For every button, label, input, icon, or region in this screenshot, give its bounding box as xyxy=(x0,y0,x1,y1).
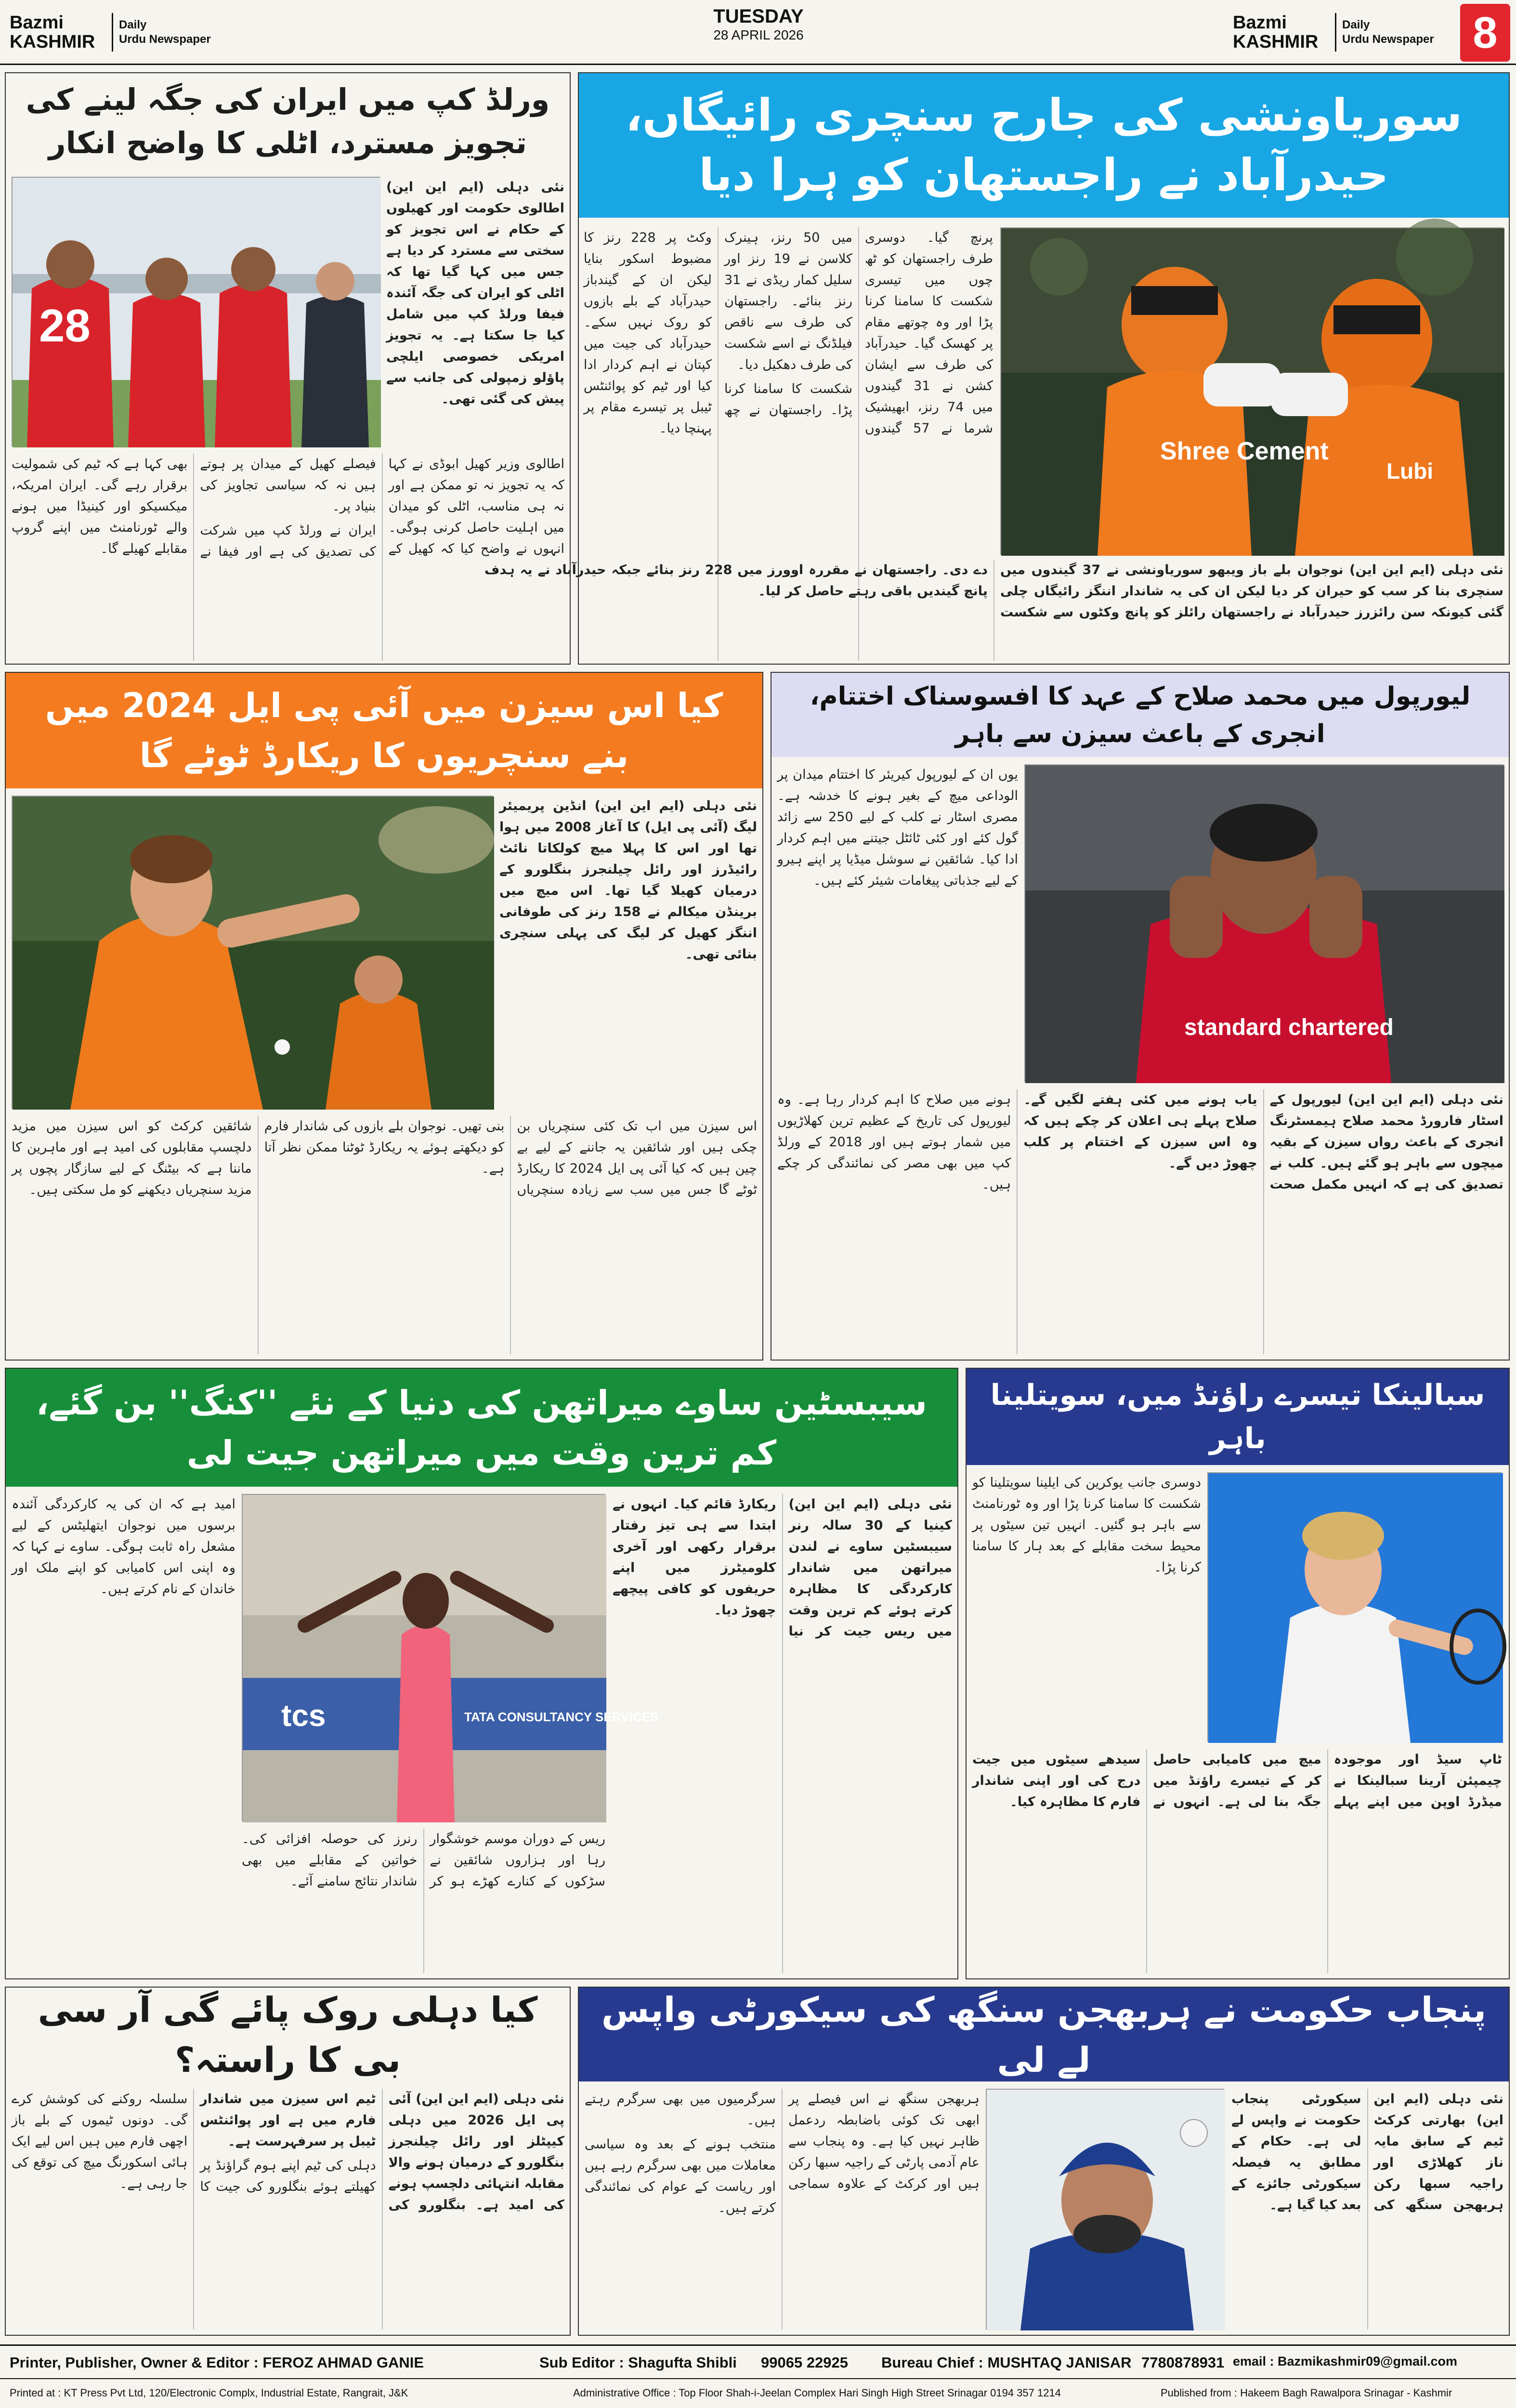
brand-bottom-right: KASHMIR xyxy=(1233,32,1319,52)
srh-batters-illustration xyxy=(1001,228,1504,556)
body-ipl-top xyxy=(499,796,757,1109)
headline-ipl: کیا اس سیزن میں آئی پی ایل 2024 میں بنے سنچریوں کا ریکارڈ ٹوٹے گا xyxy=(6,673,762,788)
article-harbhajan xyxy=(578,1987,1510,2336)
headline-delhi: کیا دہلی روک پائے گی آر سی بی کا راستہ؟ xyxy=(38,1989,538,2080)
article-salah xyxy=(771,672,1510,1361)
paragraph: اطالوی وزیر کھیل ابوڈی نے کہا کہ یہ تجویز نہ تو ممکن ہے اور نہ ہی مناسب، اٹلی کو میدان میں اہلیت حاصل کرنی ہوگی۔ انہوں نے واضح کیا کہ کھیل کے فیصلے کھیل کے میدان پر ہوتے ہیں نہ کہ سیاسی تجاویز کی بنیاد پر۔ xyxy=(200,457,564,556)
body-harbhajan-left xyxy=(585,2089,980,2329)
paragraph: امید ہے کہ ان کی یہ کارکردگی آئندہ برسوں میں نوجوان ایتھلیٹس کے لیے مشعل راہ ثابت ہوگی۔ ساوے نے کہا کہ وہ اپنی اس کامیابی کو اپنے ملک اور خاندان کے نام کرتے ہیں۔ xyxy=(12,1497,235,1597)
marathon-illustration xyxy=(243,1495,659,1822)
article-sabalenka xyxy=(966,1368,1510,1979)
body-iran-bottom xyxy=(12,454,564,661)
article-ipl xyxy=(5,672,763,1361)
footer-email: email : Bazmikashmir09@gmail.com xyxy=(1233,2354,1458,2369)
paragraph-lead: نئی دہلی (ایم این این) اطالوی حکومت اور کھیلوں کے حکام نے اس تجویز کو سختی سے مسترد کر دیا ہے جس میں کہا گیا تھا کہ اٹلی کو ایران کی جگہ آئندہ فیفا ورلڈ کپ میں شامل کیا جا سکتا ہے۔ یہ تجویز امریکی خصوصی ایلچی پاؤلو زمپولی کی جانب سے پیش کی گئی تھی۔ xyxy=(386,180,564,406)
marathon-banner-left: tcs xyxy=(281,1698,326,1733)
photo-ipl-bowler xyxy=(12,796,493,1109)
footer-phone-1: 99065 22925 xyxy=(761,2354,849,2371)
photo-srh-batters xyxy=(1000,227,1503,555)
salah-illustration xyxy=(1025,765,1504,1083)
tag-daily-right: Daily xyxy=(1342,18,1370,31)
headline-marathon: سیبسٹین ساوے میراتھن کی دنیا کے نئے ''کنگ'' بن گئے، کم ترین وقت میں میراتھن جیت لی xyxy=(6,1369,957,1487)
body-marathon-left xyxy=(12,1494,235,1973)
paragraph: دوسری جانب یوکرین کی ایلینا سویتلینا کو شکست کا سامنا کرنا پڑا اور وہ ٹورنامنٹ سے باہر ہو گئیں۔ انہیں تین سیٹوں پر محیط سخت مقابلے کے بعد ہار کا سامنا کرنا پڑا۔ xyxy=(972,1475,1201,1575)
footer-admin-office: Administrative Office : Top Floor Shah-i-Jeelan Complex Hari Singh High Street Srinagar 0194 357 1214 xyxy=(573,2387,1061,2399)
paragraph: منتخب ہونے کے بعد وہ سیاسی معاملات میں بھی سرگرم رہے ہیں اور ریاست کے عوام کی نمائندگی کرتے ہیں۔ xyxy=(585,2137,776,2215)
brand-top: Bazmi xyxy=(10,13,64,33)
footer-bureau-chief: Bureau Chief : MUSHTAQ JANISAR xyxy=(881,2354,1132,2371)
footer-printer: Printer, Publisher, Owner & Editor : FEROZ AHMAD GANIE xyxy=(10,2354,424,2371)
masthead-left xyxy=(10,6,212,59)
body-sabalenka-bottom xyxy=(972,1749,1502,1973)
footer-published-from: Published from : Hakeem Bagh Rawalpora Srinagar - Kashmir xyxy=(1161,2387,1452,2399)
iran-team-illustration xyxy=(13,178,381,447)
paragraph: ریس کے دوران موسم خوشگوار رہا اور ہزاروں شائقین نے سڑکوں کے کنارے کھڑے ہو کر رنرز کی حوصلہ افزائی کی۔ خواتین کے مقابلے میں بھی شاندار نتائج سامنے آئے۔ xyxy=(242,1832,605,1889)
article-iran xyxy=(5,72,571,665)
headline-hyderabad: سوریاونشی کی جارح سنچری رائیگاں، حیدرآباد نے راجستھان کو ہرا دیا xyxy=(579,73,1509,218)
body-harbhajan-right xyxy=(1231,2089,1503,2329)
photo-salah xyxy=(1024,764,1503,1082)
body-delhi xyxy=(12,2089,564,2329)
salah-shirt-sponsor: standard chartered xyxy=(1184,1015,1394,1040)
tag-daily: Daily xyxy=(119,18,147,31)
masthead-divider xyxy=(112,13,113,52)
paragraph: شکست کا سامنا کرنا پڑا۔ راجستھان نے چھ وکٹ پر 228 رنز کا مضبوط اسکور بنایا لیکن ان کے گیندباز حیدرآباد کے بلے بازوں کو روک نہیں سکے۔ حیدرآباد کی جیت میں کپتان نے اہم کردار ادا کیا اور ٹیم کو پوائنٹس ٹیبل پر تیسرے مقام پر پہنچا دیا۔ xyxy=(584,230,852,436)
paragraph-lead: نئی دہلی (ایم این این) کینیا کے 30 سالہ رنر سیبسٹین ساوے نے لندن میراتھن میں شاندار کارکردگی کا مظاہرہ کرتے ہوئے کم ترین وقت میں ریس جیت کر نیا ریکارڈ قائم کیا۔ انہوں نے ابتدا سے ہی تیز رفتار برقرار رکھی اور آخری کلومیٹرز میں اپنے حریفوں کو کافی پیچھے چھوڑ دیا۔ xyxy=(613,1497,952,1639)
body-salah-bottom xyxy=(777,1089,1503,1354)
paragraph: یوں ان کے لیورپول کیریئر کا اختتام میدان پر الوداعی میچ کے بغیر ہونے کا خدشہ ہے۔ مصری اسٹار نے کلب کے لیے 250 سے زائد گول کئے اور کئی ٹائٹل جیتنے میں اہم کردار ادا کیا۔ شائقین نے سوشل میڈیا پر اپنے ہیرو کے لیے جذباتی پیغامات شیئر کئے ہیں۔ xyxy=(777,767,1018,888)
ipl-bowler-illustration xyxy=(13,797,494,1110)
tag-urdu-newspaper-right: Urdu Newspaper xyxy=(1342,33,1434,46)
paragraph-lead: نئی دہلی (ایم این این) بھارتی کرکٹ ٹیم کے سابق مایہ ناز کھلاڑی اور راجیہ سبھا رکن ہربھجن سنگھ کی سیکورٹی پنجاب حکومت نے واپس لے لی ہے۔ حکام کے مطابق یہ فیصلہ سیکورٹی جائزے کے بعد کیا گیا ہے۔ xyxy=(1231,2092,1503,2212)
sabalenka-illustration xyxy=(1208,1473,1503,1743)
brand-logo-right xyxy=(1233,13,1329,52)
paragraph: اس سیزن میں اب تک کئی سنچریاں بن چکی ہیں اور شائقین یہ جاننے کے لیے بے چین ہیں کہ کیا آئی پی ایل 2024 کا ریکارڈ ٹوٹے گا جس میں سب سے زیادہ سنچریاں بنی تھیں۔ نوجوان بلے بازوں کی شاندار فارم کو دیکھتے ہوئے یہ ریکارڈ ٹوٹنا ممکن نظر آتا ہے۔ xyxy=(264,1119,757,1197)
brand-bottom: KASHMIR xyxy=(10,32,95,52)
paragraph-lead: نئی دہلی (ایم این این) نوجوان بلے باز ویبھو سوریاونشی نے 37 گیندوں میں سنچری بنا کر سب کو حیران کر دیا لیکن ان کی یہ شاندار اننگز رائیگاں چلی گئی کیونکہ سن رائزرز حیدرآباد نے راجستھان رائلز کو پانچ وکٹوں سے شکست دے دی۔ راجستھان نے مقررہ اوورز میں 228 رنز بنائے جبکہ حیدرآباد نے یہ ہدف پانچ گیندیں باقی رہتے حاصل کر لیا۔ xyxy=(484,563,1503,620)
paragraph-lead: نئی دہلی (ایم این این) لیورپول کے اسٹار فارورڈ محمد صلاح ہیمسٹرنگ انجری کے باعث رواں سیزن کے بقیہ میچوں سے باہر ہو گئے ہیں۔ کلب نے تصدیق کی ہے کہ انہیں مکمل صحت یاب ہونے میں کئی ہفتے لگیں گے۔ صلاح پہلے ہی اعلان کر چکے ہیں کہ وہ اس سیزن کے اختتام پر کلب چھوڑ دیں گے۔ xyxy=(1023,1092,1503,1192)
paragraph-lead: ٹاپ سیڈ اور موجودہ چیمپئن آرینا سبالینکا نے میڈرڈ اوپن میں اپنے پہلے میچ میں کامیابی حاصل کر کے تیسرے راؤنڈ میں جگہ بنا لی ہے۔ انہوں نے سیدھے سیٹوں میں جیت درج کی اور اپنی شاندار فارم کا مظاہرہ کیا۔ xyxy=(972,1752,1502,1809)
masthead-center xyxy=(568,6,949,59)
issue-day: TUESDAY xyxy=(713,6,804,27)
article-hyderabad xyxy=(484,72,1510,665)
footer-printed-at: Printed at : KT Press Pvt Ltd, 120/Electronic Complx, Industrial Estate, Rangrait, J&K xyxy=(10,2387,408,2399)
issue-date: 28 APRIL 2026 xyxy=(713,27,804,42)
photo-iran-team xyxy=(12,177,380,446)
paragraph: شائقین کرکٹ کو اس سیزن میں مزید دلچسپ مقابلوں کی امید ہے اور ماہرین کا ماننا ہے کہ بیٹنگ کے لیے سازگار پچوں پر مزید سنچریاں دیکھنے کو مل سکتی ہیں۔ xyxy=(12,1119,252,1197)
body-salah-top xyxy=(777,764,1018,1082)
paragraph-lead: نئی دہلی (ایم این این) آئی پی ایل 2026 میں دہلی کیپٹلز اور رائل چیلنجرز بنگلورو کے درمیان ہونے والا مقابلہ انتہائی دلچسپ ہونے کی امید ہے۔ بنگلورو کی ٹیم اس سیزن میں شاندار فارم میں ہے اور پوائنٹس ٹیبل پر سرفہرست ہے۔ xyxy=(200,2092,564,2212)
iran-jersey-number: 28 xyxy=(39,300,91,352)
body-hyderabad-bottom xyxy=(484,560,1503,661)
harbhajan-illustration xyxy=(987,2090,1225,2330)
article-delhi xyxy=(5,1987,571,2336)
headline-sabalenka: سبالینکا تیسرے راؤنڈ میں، سویتلینا باہر xyxy=(967,1369,1509,1465)
masthead-right xyxy=(1233,6,1445,59)
body-ipl-bottom xyxy=(12,1116,757,1354)
paragraph: ایران نے ورلڈ کپ میں شرکت کی تصدیق کی ہے اور فیفا نے بھی کہا ہے کہ ٹیم کی شمولیت برقرار رہے گی۔ ایران امریکہ، میکسیکو اور کینیڈا میں ہونے والے ٹورنامنٹ میں اپنے گروپ مقابلے کھیلے گا۔ xyxy=(12,457,376,559)
body-marathon-right xyxy=(613,1494,952,1973)
footer-rule xyxy=(0,2344,1516,2346)
masthead-divider-right xyxy=(1335,13,1336,52)
footer-sub-editor: Sub Editor : Shagufta Shibli xyxy=(539,2354,737,2371)
headline-harbhajan: پنجاب حکومت نے ہربھجن سنگھ کی سیکورٹی واپس لے لی xyxy=(579,1988,1509,2081)
jersey-sponsor-2: Lubi xyxy=(1386,458,1434,484)
paragraph: پرنچ گیا۔ دوسری طرف راجستھان کو ٹھ چوں میں تیسری شکست کا سامنا کرنا پڑا اور وہ چوتھے مقام پر کھسک گیا۔ حیدرآباد کی طرف سے ایشان کشن نے 31 گیندوں میں 74 رنز، ابھیشیک شرما نے 57 گیندوں میں 50 رنز، ہینرک کلاسن نے 19 رنز اور سلیل کمار ریڈی نے 31 رنز بنائے۔ راجستھان کی طرف سے ناقص فیلڈنگ نے اسے شکست کی طرف دھکیل دیا۔ xyxy=(724,230,993,436)
jersey-sponsor-1: Shree Cement xyxy=(1160,437,1329,465)
body-iran-top xyxy=(386,177,564,446)
headline-iran: ورلڈ کپ میں ایران کی جگہ لینے کی تجویز مسترد، اٹلی کا واضح انکار xyxy=(26,82,550,160)
headline-salah: لیورپول میں محمد صلاح کے عہد کا افسوسناک اختتام، انجری کے باعث سیزن سے باہر xyxy=(771,673,1509,757)
body-marathon-under xyxy=(242,1829,605,1973)
body-sabalenka-top xyxy=(972,1472,1201,1742)
masthead-rule xyxy=(0,64,1516,65)
marathon-banner-sub: TATA CONSULTANCY SERVICES xyxy=(464,1710,659,1724)
article-marathon xyxy=(5,1368,958,1979)
photo-harbhajan xyxy=(986,2089,1224,2329)
photo-marathon xyxy=(242,1494,659,1821)
tag-urdu-newspaper: Urdu Newspaper xyxy=(119,33,211,46)
brand-logo xyxy=(10,13,106,52)
photo-sabalenka xyxy=(1207,1472,1502,1742)
footer-rule-2 xyxy=(0,2378,1516,2379)
paragraph: ہربھجن سنگھ نے اس فیصلے پر ابھی تک کوئی باضابطہ ردعمل ظاہر نہیں کیا ہے۔ وہ پنجاب سے عام آدمی پارٹی کے راجیہ سبھا رکن ہیں اور کرکٹ کے علاوہ سماجی سرگرمیوں میں بھی سرگرم رہتے ہیں۔ xyxy=(585,2092,980,2191)
paragraph-lead: نئی دہلی (ایم این این) انڈین پریمیئر لیگ (آئی پی ایل) کا آغاز 2008 میں ہوا تھا اور اس کا پہلا میچ کولکاتا نائٹ رائیڈرز اور رائل چیلنجرز بنگلورو کے درمیان کھیلا گیا تھا۔ اس میچ میں برینڈن میکالم نے 158 رنز کی طوفانی اننگز کھیل کر لیگ کی پہلی سنچری بنائی تھی۔ xyxy=(499,798,757,962)
brand-top-right: Bazmi xyxy=(1233,13,1287,33)
footer-phone-2: 7780878931 xyxy=(1141,2354,1225,2371)
paragraph: دہلی کی ٹیم اپنے ہوم گراؤنڈ پر کھیلتے ہوئے بنگلورو کی جیت کا سلسلہ روکنے کی کوشش کرے گی۔ دونوں ٹیموں کے بلے باز اچھی فارم میں ہیں اس لیے ایک ہائی اسکورنگ میچ کی توقع کی جا رہی ہے۔ xyxy=(12,2092,376,2194)
page-number-badge: 8 xyxy=(1460,4,1510,62)
paragraph: ہونے میں صلاح کا اہم کردار رہا ہے۔ وہ لیورپول کی تاریخ کے عظیم ترین کھلاڑیوں میں شمار ہوتے ہیں اور 2018 کے ورلڈ کپ میں بھی مصر کی نمائندگی کر چکے ہیں۔ xyxy=(777,1092,1011,1192)
